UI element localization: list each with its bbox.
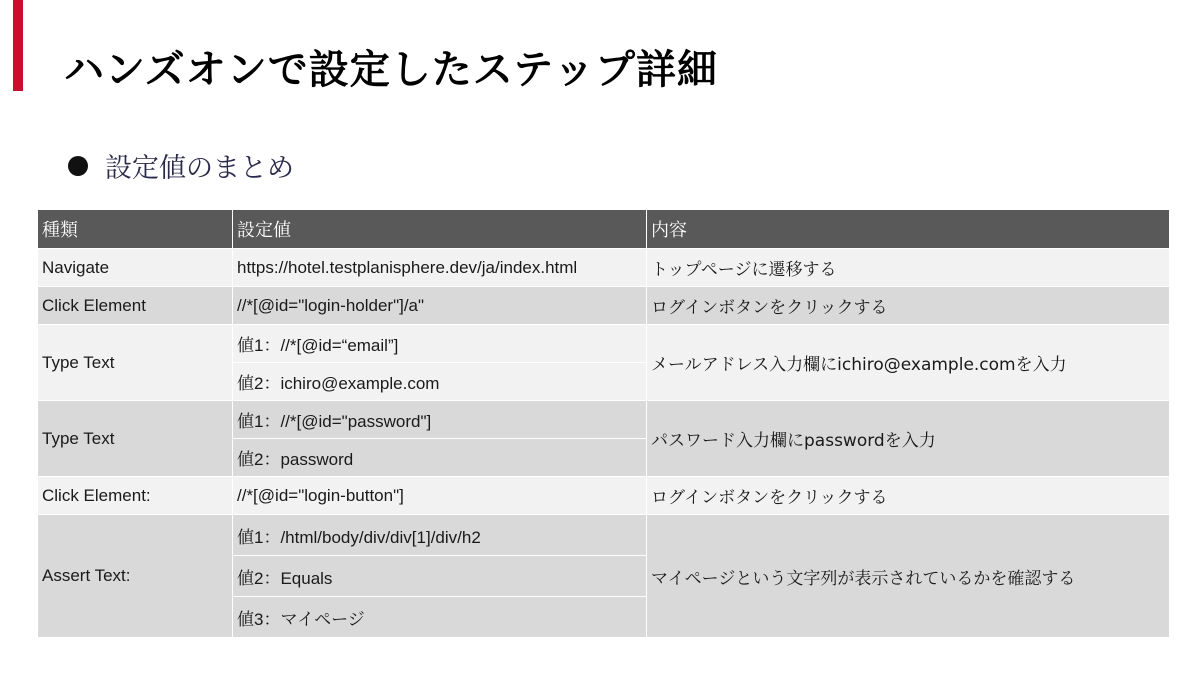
step-type: Navigate <box>38 249 233 287</box>
step-value: https://hotel.testplanisphere.dev/ja/index.html <box>233 249 647 287</box>
table-row <box>38 515 1170 556</box>
header-value: 設定値 <box>233 210 647 249</box>
step-content: ログインボタンをクリックする <box>647 287 1170 325</box>
page-title: ハンズオンで設定したステップ詳細 <box>64 47 718 93</box>
step-type: Click Element: <box>38 477 233 515</box>
table-row <box>38 401 1170 439</box>
subtitle: 設定値のまとめ <box>105 153 294 184</box>
steps-table <box>37 209 1170 638</box>
step-content: メールアドレス入力欄にichiro@example.comを入力 <box>647 325 1170 401</box>
header-type: 種類 <box>38 210 233 249</box>
step-value: 値2：ichiro@example.com <box>233 363 647 401</box>
table-row <box>38 477 1170 515</box>
table-row <box>38 249 1170 287</box>
bullet-icon <box>68 156 88 176</box>
step-value: 値1：/html/body/div/div[1]/div/h2 <box>233 515 647 556</box>
step-value: 値1：//*[@id=“email”] <box>233 325 647 363</box>
step-value: 値3：マイページ <box>233 597 647 638</box>
header-content: 内容 <box>647 210 1170 249</box>
step-type: Assert Text: <box>38 515 233 638</box>
step-value: 値2：password <box>233 439 647 477</box>
table-header-row <box>38 210 1170 249</box>
subtitle-line <box>68 146 294 185</box>
step-content: ログインボタンをクリックする <box>647 477 1170 515</box>
step-type: Click Element <box>38 287 233 325</box>
step-value: //*[@id="login-holder"]/a" <box>233 287 647 325</box>
step-content: トップページに遷移する <box>647 249 1170 287</box>
step-content: パスワード入力欄にpasswordを入力 <box>647 401 1170 477</box>
table-row <box>38 325 1170 363</box>
title-accent-bar <box>13 0 23 91</box>
step-type: Type Text <box>38 401 233 477</box>
step-value: 値2：Equals <box>233 556 647 597</box>
step-value: //*[@id="login-button"] <box>233 477 647 515</box>
table-row <box>38 287 1170 325</box>
step-content: マイページという文字列が表示されているかを確認する <box>647 515 1170 638</box>
step-value: 値1：//*[@id="password"] <box>233 401 647 439</box>
step-type: Type Text <box>38 325 233 401</box>
